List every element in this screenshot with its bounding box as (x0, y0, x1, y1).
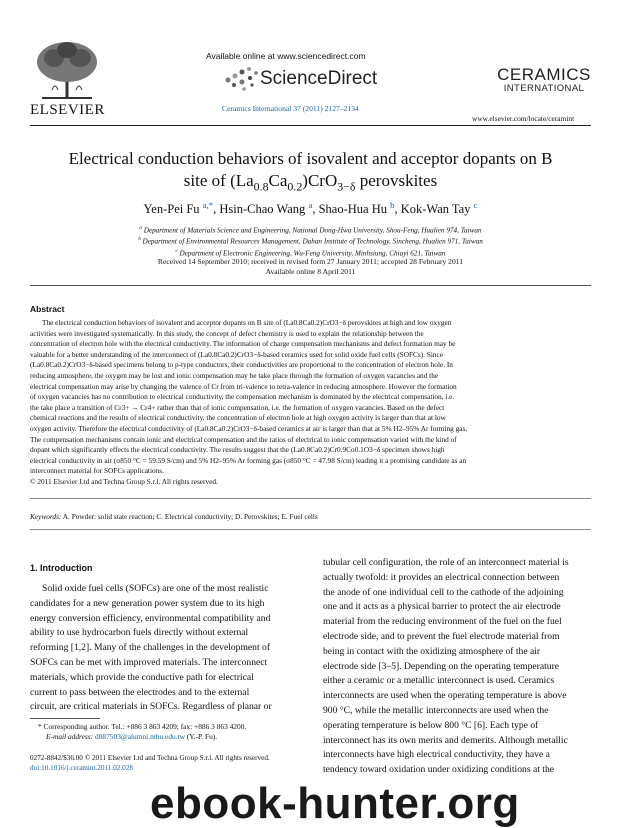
publisher-name: ELSEVIER (30, 102, 105, 118)
abstract-line: valuable for a better understanding of the interconnect of (La0.8Ca0.2)CrO3−δ-based ceramics used for solid oxide fuel cells (SOFCs). Since (30, 349, 444, 359)
abstract-heading: Abstract (30, 304, 65, 314)
body-line: current to pass between the electrodes and to the external (30, 686, 250, 698)
journal-logo (494, 66, 594, 95)
email-suffix: (Y.-P. Fu). (186, 732, 218, 741)
article-dates (30, 257, 591, 277)
abstract-divider-top (30, 285, 591, 286)
body-line: energy conversion efficiency, environmental compatibility and (30, 612, 271, 624)
body-line: Solid oxide fuel cells (SOFCs) are one of the most realistic (42, 583, 269, 594)
body-divider (30, 529, 591, 530)
abstract-line: The compensation mechanisms contain ionic and electrical compensation and the ratios of electrical to ionic compensation varied with the kind of (30, 434, 457, 444)
abstract-line: concentration of electron hole with the electrical conductivity. The information of charge compensation mechanisms and defect formation may be (30, 339, 456, 349)
intro-left-column (30, 582, 300, 715)
body-line: tubular cell configuration, the role of an interconnect material is (323, 557, 569, 568)
abstract-line: reducing atmosphere, the oxygen may be lost and ionic compensation may be take place through the formation of oxygen vacancies and the (30, 370, 439, 380)
body-line: the anode of one individual cell to the cathode of the adjoining (323, 586, 564, 598)
received-dates: Received 14 September 2010; received in revised form 27 January 2011; accepted 28 February 2011 (157, 257, 464, 266)
body-line: ability to use hydrocarbon fuels directly without external (30, 627, 249, 639)
body-line: operating temperature is below 800 °C [6]. Each type of (323, 719, 539, 731)
email-link[interactable]: d887503@alumni.nthu.edu.tw (95, 732, 185, 741)
footnote-divider (30, 718, 100, 719)
journal-reference[interactable]: Ceramics International 37 (2011) 2127–2134 (222, 104, 359, 113)
sciencedirect-logo (222, 62, 412, 94)
sciencedirect-dots-icon (222, 64, 262, 92)
email-line (38, 732, 300, 742)
author-affiliation-mark[interactable]: a,* (202, 200, 214, 210)
body-line: circuit, are critical materials in SOFCs. Regardless of planar or (30, 701, 272, 713)
author-affiliation-mark[interactable]: a (308, 200, 313, 210)
issn-line: 0272-8842/$36.00 © 2011 Elsevier Ltd and Techna Group S.r.l. All rights reserved. (30, 754, 270, 762)
abstract-line: chemical reactions and the results of electrical conductivity, the concentration of electron hole at high oxygen activity is larger than that at low (30, 413, 446, 423)
abstract-line: activities were investigated systematically. In this study, the concept of defect chemistry is used to explain the relationship between the (30, 328, 424, 338)
body-line: candidates for a new generation power system due to its high (30, 597, 265, 609)
keywords (30, 512, 591, 521)
watermark-text: ebook-hunter.org (150, 779, 520, 828)
affiliations (30, 224, 591, 258)
journal-name-line2: INTERNATIONAL (503, 83, 585, 94)
journal-url[interactable]: www.elsevier.com/locate/ceramint (472, 114, 575, 123)
body-line: interconnects have high electrical conductivity, they have a (323, 749, 550, 761)
doi-link[interactable]: doi:10.1016/j.ceramint.2011.02.028 (30, 764, 133, 772)
body-line: electrode side [3–5]. Depending on the operating temperature (323, 660, 560, 672)
keywords-divider (30, 498, 591, 499)
keywords-text: A. Powder: solid state reaction; C. Electrical conductivity; D. Perovskites; E. Fuel cells (62, 512, 318, 521)
author-name[interactable]: Yen-Pei Fu (143, 202, 200, 217)
abstract-line: oxygen activity. Therefore the electrical conductivity of (La0.8Ca0.2)CrO3−δ-based ceramics at air is larger than that at 5% H2–95% Ar forming gas. (30, 423, 468, 433)
sciencedirect-wordmark: ScienceDirect (260, 68, 378, 89)
body-line: either a ceramic or a metallic interconnect is used. Ceramics (323, 675, 555, 687)
abstract-line: interconnect material for SOFCs applications. (30, 466, 164, 476)
affiliation-item: $^b$ Department of Environmental Resources Management, Dahan Institute of Technology, Sincheng, Hualien 971, Taiwan (138, 237, 483, 246)
body-line: tendency toward oxidation under oxidizing conditions at the (323, 764, 554, 776)
available-online-date: Available online 8 April 2011 (265, 267, 356, 276)
corresponding-author-note: * Corresponding author. Tel.: +886 3 863 4209; fax: +886 3 863 4200. (38, 722, 247, 731)
intro-right-column (323, 556, 591, 778)
abstract-line: The electrical conduction behaviors of isovalent and acceptor dopants on B site of (La0.8Ca0.2)CrO3−δ perovskites at high and low oxygen (42, 318, 452, 327)
body-line: electrode side, and to prevent the fuel electrode material from (323, 630, 560, 642)
author-name[interactable]: Hsin-Chao Wang (219, 202, 306, 217)
abstract-line: the take place a transition of Cr3+ → Cr4+ rather than that of ionic compensation, i.e. the formation of oxygen vacancies. Based on the defect (30, 402, 445, 412)
journal-name-line1: CERAMICS (497, 65, 591, 84)
affiliation-item: $^c$ Department of Electronic Engineering, Wu-Feng University, Minhsiung, Chiayi 621, Taiwan (175, 248, 446, 258)
body-line: materials, which provide the conductive path for electrical (30, 671, 254, 683)
abstract-body (30, 318, 591, 488)
abstract-line: electrical conductivity in air (σ850 °C = 59.59 S/cm) and 5% H2–95% Ar forming gas (σ850 °C = 47.98 S/cm) leading it a promising candidate as an (30, 455, 467, 465)
abstract-line: (La0.8Ca0.2)CrO3−δ-based specimens belong to p-type conductors, their conductivities are proportional to the concentration of electron hole. In (30, 360, 453, 370)
body-line: actually twofold: it provides an electrical connection between (323, 571, 560, 583)
body-line: interconnects are used when the operating temperature is above (323, 690, 567, 702)
abstract-line: of oxygen vacancies has no contribution to electrical conductivity, the compensation mechanism is dominated by the electrical compensation, i.e. (30, 392, 455, 402)
author-affiliation-mark[interactable]: b (390, 200, 395, 210)
body-line: being in contact with the oxidizing atmosphere of the air (323, 645, 541, 657)
body-line: interconnect has its own merits and demerits. Although metallic (323, 734, 568, 746)
abstract-copyright: © 2011 Elsevier Ltd and Techna Group S.r.l. All rights reserved. (30, 476, 218, 486)
footnote (38, 722, 300, 742)
author-name[interactable]: Kok-Wan Tay (400, 202, 471, 217)
body-line: SOFCs can be met with improved materials. The interconnect (30, 656, 268, 668)
abstract-line: electrical compensation may arise by changing the valence of Cr from tri-valence to tetra-valence in reducing atmosphere. However the formation (30, 381, 457, 391)
body-line: 900 °C, while the metallic interconnects are used when the (323, 704, 549, 716)
affiliation-item: $^a$ Department of Materials Science and Engineering, National Dong-Hwa University, Shou-Feng, Hualien 974, Taiwan (139, 226, 482, 235)
author-list: Yen-Pei Fu $^{a,*}$, Hsin-Chao Wang $^a$, Shao-Hua Hu $^b$, Kok-Wan Tay $^c$ (143, 200, 478, 217)
keywords-label: Keywords: (30, 512, 62, 521)
section-heading-introduction: 1. Introduction (30, 563, 93, 573)
email-label: E-mail address: (46, 732, 94, 741)
author-affiliation-mark[interactable]: c (473, 200, 478, 210)
body-line: one and it acts as a physical barrier to protect the air electrode (323, 601, 561, 613)
abstract-line: dopant which significantly effects the electrical conductivity. The results suggest that the (La0.8Ca0.2)Cr0.9Co0.1O3−δ specimen shows high (30, 445, 445, 455)
title-line2: site of $(La_{0.8}Ca_{0.2})CrO_{3-\delta}$ perovskites (183, 171, 438, 194)
elsevier-tree-icon (32, 40, 102, 100)
title-line1: Electrical conduction behaviors of isovalent and acceptor dopants on B (68, 149, 553, 168)
body-line: material from the reducing environment of the fuel on the fuel (323, 616, 562, 628)
available-online-text: Available online at www.sciencedirect.com (206, 51, 366, 61)
author-name[interactable]: Shao-Hua Hu (318, 202, 387, 217)
body-line: reforming [1,2]. Many of the challenges in the development of (30, 642, 271, 654)
article-title (30, 148, 591, 197)
header-divider (30, 125, 591, 126)
